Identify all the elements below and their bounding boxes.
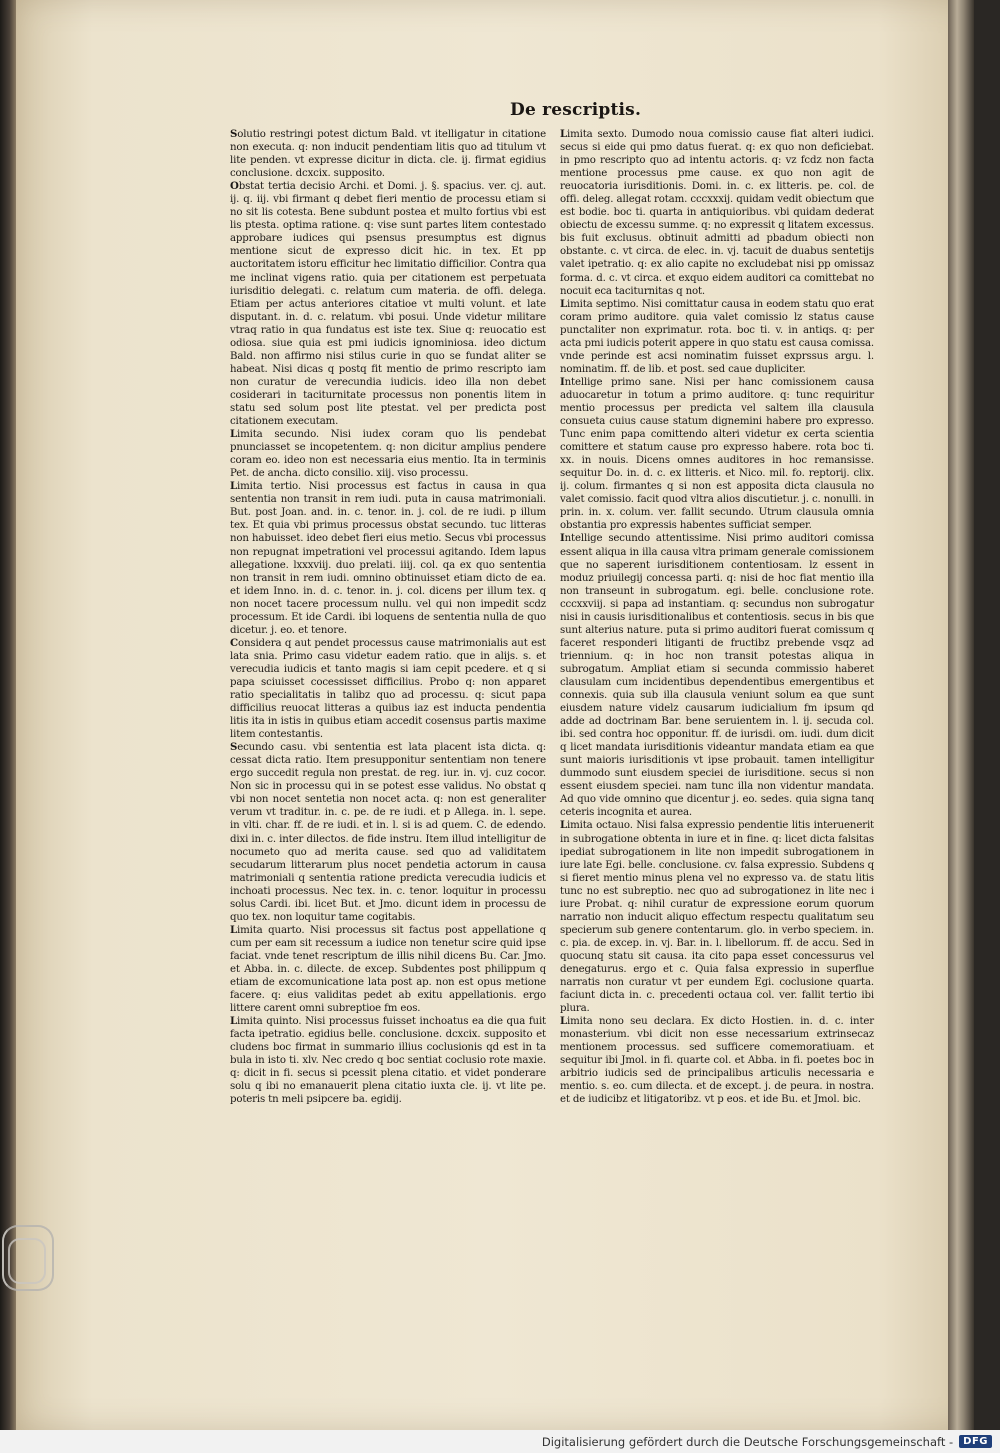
paragraph: Limita quarto. Nisi processus sit factus post appellatione q cum per eam sit recessum a iudice non tenetur scire quid ipse faciat. vnde tenet rescriptum de illis nihil dicens Bu. Car. Jmo. et Abba. in. c. dilecte. de excep. Subdentes post philippum q etiam de excomunicatione lata post ap. non est opus metione facere. q: eius validitas pedet ab exitu appellationis. ergo littere carent omni subreptioe fm eos. — [230, 923, 546, 1015]
paragraph: Intellige primo sane. Nisi per hanc comissionem causa aduocaretur in totum a primo auditore. q: tunc requiritur mentio processus per predicta vel saltem illa clausula consueta cuius cause statum dignemini habere pro expresso. Tunc enim papa comittendo alteri videtur ex certa scientia comittere et statum cause pro expresso habere. rota boc ti. xx. in nouis. Dicens omnes auditores in hoc remansisse. sequitur Do. in. d. c. ex litteris. et Nico. mil. fo. reptorij. clix. ij. colum. firmantes q si non est apposita dicta clausula no valet comissio. facit quod vltra alios discutietur. j. c. nonulli. in prin. in. x. colum. ver. fallit secundo. Utrum clausula omnia obstantia pro expressis habentes sufficiat semper. — [560, 375, 874, 532]
paragraph: Limita secundo. Nisi iudex coram quo lis pendebat pnunciasset se incopetentem. q: non dicitur amplius pendere coram eo. ideo non est necessaria eius mentio. Ita in terminis Pet. de ancha. dicto consilio. xiij. viso processu. — [230, 428, 546, 480]
paragraph: Solutio restringi potest dictum Bald. vt itelligatur in citatione non executa. q: non inducit pendentiam litis quo ad titulum vt lite penden. vt expresse dicitur in dicta. cle. ij. firmat egidius conclusione. dcxcix. supposito. — [230, 128, 546, 180]
funding-credit-text: Digitalisierung gefördert durch die Deutsche Forschungsgemeinschaft - — [541, 1434, 954, 1449]
paragraph: Limita septimo. Nisi comittatur causa in eodem statu quo erat coram primo auditore. quia valet comissio lz status cause punctaliter non exprimatur. rota. boc ti. v. in antiqs. q: per acta pmi iudicis poterit appere in quo statu est causa comissa. vnde perinde est acsi nominatim fuisset exprssus argu. l. nominatim. ff. de lib. et post. sed caue dupliciter. — [560, 297, 874, 375]
paragraph: Limita nono seu declara. Ex dicto Hostien. in. d. c. inter monasterium. vbi dicit non esse necessarium extrinsecaz mentionem processus. sed sufficere comemoratiuam. et sequitur ibi Jmol. in fi. quarte col. et Abba. in fi. poetes boc in arbitrio iudicis sed de principalibus articulis necessaria e mentio. s. eo. cum dilecta. et de except. j. de peura. in nostra. et de iudicibz et litigatoribz. vt p eos. et ide Bu. et Jmol. bic. — [560, 1015, 874, 1106]
paragraph: Considera q aut pendet processus cause matrimonialis aut est lata snia. Primo casu videtur eadem ratio. que in alijs. s. et verecudia iudicis et tanto magis si iam cepit pcedere. et q si papa sciuisset cocessisset difficilius. Probo q: non apparet ratio specialitatis in talibz quo ad processu. q: sicut papa difficilius reuocat litteras a quibus iaz est inducta pendentia litis ita in istis in quibus etiam accedit cosensus partis maxime litem contestantis. — [230, 636, 546, 741]
paragraph: Intellige secundo attentissime. Nisi primo auditori comissa essent aliqua in illa causa vltra primam generale comissionem que no saperent iurisditionem contentiosam. lz essent in moduz priuilegij concessa parti. q: nisi de hoc fiat mentio illa non transeunt in subrogatum. egi. belle. conclusione rote. cccxxviij. si papa ad instantiam. q: secundus non subrogatur nisi in causis iurisditionalibus et contentiosis. secus in bis que sunt alterius nature. puta si primo auditori fuerat comissum q faceret responderi litiganti de fructibz prebende vsqz ad triennium. q: in hoc non transit potestas aliqua in subrogatum. Ampliat etiam si secunda commissio haberet clausulam cum incidentibus dependentibus emergentibus et connexis. quia sub illa clausula veniunt solum ea que sunt eiusdem nature videlz causarum iudicialium fm ipsum qd adde ad doctrinam Bar. bene seruientem in. l. ij. secuda col. ibi. sed contra hoc opponitur. ff. de iurisdi. om. iudi. dum dicit q licet mandata iurisditionis videantur mandata etiam ea que sunt maioris iurisditionis vt ipse probauit. tamen intelligitur dummodo sunt eiusdem speciei de iurisditione. secus si non essent eiusdem speciei. nam tunc illa non videntur mandata. Ad quo vide omnino que dicentur j. eo. sedes. quia signa tanq ceteris incognita et aurea. — [560, 532, 874, 819]
dfg-logo: DFG — [959, 1435, 992, 1448]
paragraph: Secundo casu. vbi sententia est lata placent ista dicta. q: cessat dicta ratio. Item presupponitur sententiam non tenere ergo succedit regula non prestat. de reg. iur. in. vj. cuz cocor. Non sic in processu qui in se potest esse validus. No obstat q vbi non nocet sentetia non nocet acta. q: non est generaliter verum vt traditur. in. c. pe. de re iudi. et p Allega. in. l. sepe. in vlti. char. ff. de re iudi. et in. l. si is ad quem. C. de edendo. dixi in. c. inter dilectos. de fide instru. Item illud intelligitur de nocumeto quo ad merita cause. sed quo ad validitatem secudarum litterarum plus nocet pendetia actorum in causa matrimoniali q sententia ratione predicta verecudia iudicis et inchoati processus. Nec tex. in. c. tenor. loquitur in processu solus Cardi. ibi. licet But. et Jmo. dicunt idem in processu de quo tex. non loquitur tame cogitabis. — [230, 741, 546, 923]
paragraph: Limita sexto. Dumodo noua comissio cause fiat alteri iudici. secus si eide qui pmo datus fuerat. q: ex quo non deficiebat. in pmo rescripto quo ad intentu actoris. q: vz fcdz non facta mentione processus pme cause. ex quo non agit de reuocatoria iurisditionis. Domi. in. c. ex litteris. pe. col. de offi. deleg. allegat rotam. cccxxxij. quidam vedit obiectum que est bodie. boc ti. quarta in antiquioribus. vbi quidam dederat obiectu de excessu summe. q: no expressit q litatem excessus. bis fuit exclusus. obtinuit admitti ad pbadum obiecti non obstante. c. vt circa. de elec. in. vj. tacuit de duabus sentetijs valet ipetratio. q: ex alio capite no excludebat nisi pp omissaz forma. d. c. vt circa. et exquo eidem auditori ca comittebat no nocuit eca taciturnitas q not. — [560, 128, 874, 297]
paragraph: Obstat tertia decisio Archi. et Domi. j. §. spacius. ver. cj. aut. ij. q. iij. vbi firmant q debet fieri mentio de processu etiam si no sit lis cotesta. Bene subdunt postea et multo fortius vbi est lis ptesta. optima ratione. q: vise sunt partes litem contestado approbare iudices qui psensus presumptus est dignus mentione sicut de expresso dicit hic. in tex. Et pp auctoritatem istoru efficitur hec limitatio difficilior. Contra qua me inclinat vigens ratio. quia per citationem est perpetuata iurisditio delegati. c. relatum cum materia. de offi. delega. Etiam per actus anteriores citatioe vt multi volunt. et late disputant. in. d. c. relatum. vbi posui. Unde videtur militare vtraq ratio in qua fundatus est iste tex. Siue q: reuocatio est odiosa. siue quia est pmi iudicis ignominiosa. ideo dictum Bald. non affirmo nisi stilus curie in quo se fundat aliter se habeat. Nisi dicas q postq fit mentio de primo rescripto iam non curatur de verecundia iudicis. ideo illa non debet cosiderari in taciturnitate processus non ponentis litem in statu sed solum post lite ptestat. vel per predicta post citationem executam. — [230, 180, 546, 428]
page-fore-edge — [948, 0, 974, 1430]
paper-clip-inner — [8, 1238, 46, 1284]
text-column-right — [560, 128, 874, 1107]
digitization-footer — [0, 1430, 1000, 1453]
paragraph: Limita quinto. Nisi processus fuisset inchoatus ea die qua fuit facta ipetratio. egidius belle. conclusione. dcxcix. supposito et cludens boc firmat in summario illius coclusionis qd est in ta bula in isto ti. xlv. Nec credo q boc sentiat coclusio rote maxie. q: dicit in fi. secus si pcessit plena citatio. et videt ponderare solu q ibi no emanauerit plena citatio iuxta cle. ij. vt lite pe. poteris tn meli psipcere ba. egidij. — [230, 1015, 546, 1106]
paragraph: Limita tertio. Nisi processus est factus in causa in qua sententia non transit in rem iudi. puta in causa matrimoniali. But. post Joan. and. in. c. tenor. in. j. col. de re iudi. p illum tex. Et quia vbi primus processus obstat secundo. tuc litteras non habuisset. ideo debet fieri eius metio. Secus vbi processus non repugnat impetrationi vel processui agitando. Idem lapus allegatione. lxxxviij. duo prelati. iiij. col. qa ex quo sententia non transit in rem iudi. omnino obtinuisset etiam dicto de ea. et idem Inno. in. d. c. tenor. in. j. col. dicens per illum tex. q non nocet tacere processum nullu. vel qui non impedit scdz processum. Et ide Cardi. ibi loquens de sententia nulla de quo dicetur. j. eo. et tenore. — [230, 480, 546, 636]
paragraph: Limita octauo. Nisi falsa expressio pendentie litis interuenerit in subrogatione obtenta in iure et in fine. q: licet dicta falsitas ipediat subrogationem in lite non impedit subrogationem in iure late Egi. belle. conclusione. cv. falsa expressio. Subdens q si fieret mentio minus plena vel no expresso va. de statu litis tunc no est subreptio. nec quo ad subrogationez in lite nec i iure Probat. q: nihil curatur de expressione eorum quorum narratio non inducit aliquo effectum respectu qualitatum seu specierum sub genere contentarum. glo. in verbo speciem. in. c. pia. de excep. in. vj. Bar. in. l. libellorum. ff. de accu. Sed in quocunq statu sit causa. ita cito papa esset concessurus vel denegaturus. ergo et c. Quia falsa expressio in superflue narratis non curatur vt per eundem Egi. coclusione quarta. faciunt dicta in. c. precedenti octaua col. ver. fallit tertio ibi plura. — [560, 819, 874, 1015]
running-head-title: De rescriptis. — [510, 100, 642, 120]
text-column-left — [230, 128, 546, 1107]
